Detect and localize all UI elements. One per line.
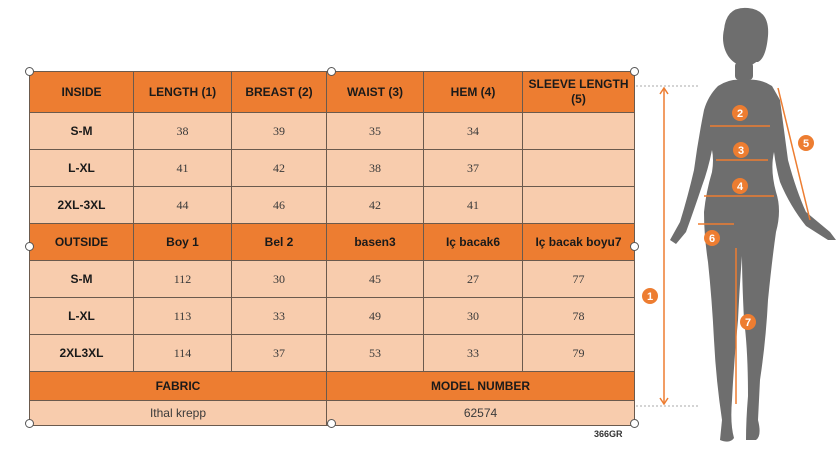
marker-number: 2	[736, 108, 744, 120]
table-cell	[523, 113, 635, 150]
size-label: L-XL	[30, 150, 134, 187]
outside-header-row	[30, 224, 635, 261]
table-cell: 42	[232, 150, 327, 187]
table-cell: 79	[523, 335, 635, 372]
table-cell	[523, 187, 635, 224]
table-cell: 45	[327, 261, 424, 298]
size-label: S-M	[30, 261, 134, 298]
table-cell: 38	[327, 150, 424, 187]
table-cell: 49	[327, 298, 424, 335]
header-cell: INSIDE	[30, 72, 134, 113]
marker-number: 5	[802, 138, 810, 150]
marker-number: 4	[736, 181, 744, 193]
marker-4	[732, 178, 748, 194]
size-chart-table	[29, 71, 635, 426]
table-cell: 34	[424, 113, 523, 150]
table-cell: 53	[327, 335, 424, 372]
header-cell: basen3	[327, 224, 424, 261]
header-cell: OUTSIDE	[30, 224, 134, 261]
table-row	[30, 298, 635, 335]
table-cell: 27	[424, 261, 523, 298]
resize-handle[interactable]	[25, 67, 34, 76]
header-cell: BREAST (2)	[232, 72, 327, 113]
table-cell: 42	[327, 187, 424, 224]
table-cell: 113	[134, 298, 232, 335]
marker-1	[642, 288, 658, 304]
table-cell: 112	[134, 261, 232, 298]
table-cell: 33	[424, 335, 523, 372]
size-label: 2XL-3XL	[30, 187, 134, 224]
header-cell: SLEEVE LENGTH (5)	[523, 72, 635, 113]
inside-header-row	[30, 72, 635, 113]
table-cell	[523, 150, 635, 187]
marker-6	[704, 230, 720, 246]
marker-5	[798, 135, 814, 151]
model-number-header: MODEL NUMBER	[327, 372, 635, 401]
table-cell: 38	[134, 113, 232, 150]
resize-handle[interactable]	[327, 419, 336, 428]
table-cell: 78	[523, 298, 635, 335]
body-measurement-figure	[630, 0, 840, 470]
table-cell: 30	[232, 261, 327, 298]
table-cell: 37	[424, 150, 523, 187]
marker-number: 6	[708, 233, 716, 245]
table-cell: 41	[134, 150, 232, 187]
marker-number: 7	[744, 317, 752, 329]
table-row	[30, 335, 635, 372]
table-cell: 35	[327, 113, 424, 150]
marker-number: 3	[737, 145, 745, 157]
table-cell: 44	[134, 187, 232, 224]
size-label: S-M	[30, 113, 134, 150]
size-label: L-XL	[30, 298, 134, 335]
fabric-header: FABRIC	[30, 372, 327, 401]
table-cell: 77	[523, 261, 635, 298]
header-cell: LENGTH (1)	[134, 72, 232, 113]
body-silhouette	[670, 8, 836, 442]
table-cell: 46	[232, 187, 327, 224]
fabric-value: Ithal krepp	[30, 401, 327, 426]
table-cell: 33	[232, 298, 327, 335]
resize-handle[interactable]	[25, 242, 34, 251]
marker-3	[733, 142, 749, 158]
marker-7	[740, 314, 756, 330]
resize-handle[interactable]	[327, 67, 336, 76]
table-cell: 37	[232, 335, 327, 372]
header-cell: Bel 2	[232, 224, 327, 261]
table-cell: 30	[424, 298, 523, 335]
product-code-label: 366GR	[594, 429, 623, 439]
table-row	[30, 113, 635, 150]
table-row	[30, 187, 635, 224]
table-row	[30, 261, 635, 298]
table-cell: 39	[232, 113, 327, 150]
table-row	[30, 150, 635, 187]
size-label: 2XL3XL	[30, 335, 134, 372]
header-cell: Iç bacak boyu7	[523, 224, 635, 261]
header-cell: WAIST (3)	[327, 72, 424, 113]
header-cell: Iç bacak6	[424, 224, 523, 261]
model-number-value: 62574	[327, 401, 635, 426]
fabric-header-row	[30, 372, 635, 401]
marker-2	[732, 105, 748, 121]
header-cell: HEM (4)	[424, 72, 523, 113]
marker-number: 1	[646, 291, 654, 303]
table-cell: 114	[134, 335, 232, 372]
resize-handle[interactable]	[25, 419, 34, 428]
header-cell: Boy 1	[134, 224, 232, 261]
table-cell: 41	[424, 187, 523, 224]
